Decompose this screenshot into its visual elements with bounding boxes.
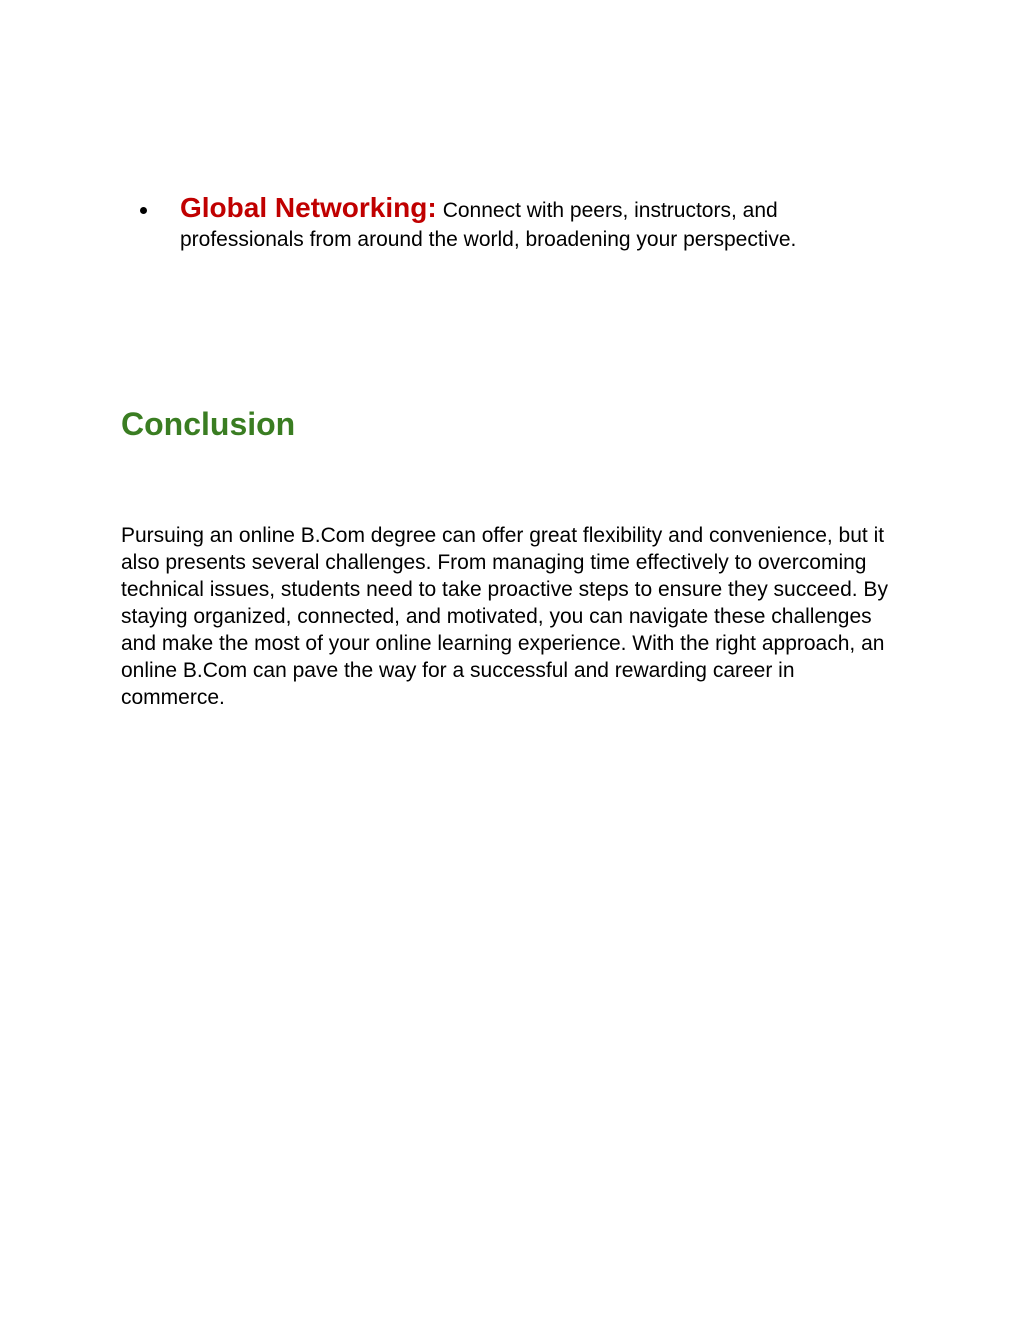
section-heading: Conclusion [121, 406, 296, 442]
list-item [180, 193, 880, 254]
conclusion-paragraph: Pursuing an online B.Com degree can offer great flexibility and convenience, but it also presents several challenges. From managing time effectively to overcoming technical issues, students need to take proactive steps to ensure they succeed. By staying organized, connected, and motivated, you can navigate these challenges and make the most of your online learning experience. With the right approach, an online B.Com can pave the way for a successful and rewarding career in commerce. [121, 524, 888, 709]
bullet-term: Global Networking: [180, 192, 437, 223]
bullet-list [0, 193, 1024, 254]
bullet-icon [140, 207, 147, 214]
bullet-text: Connect with peers, instructors, and professionals from around the world, broadening your perspective. [180, 199, 797, 251]
